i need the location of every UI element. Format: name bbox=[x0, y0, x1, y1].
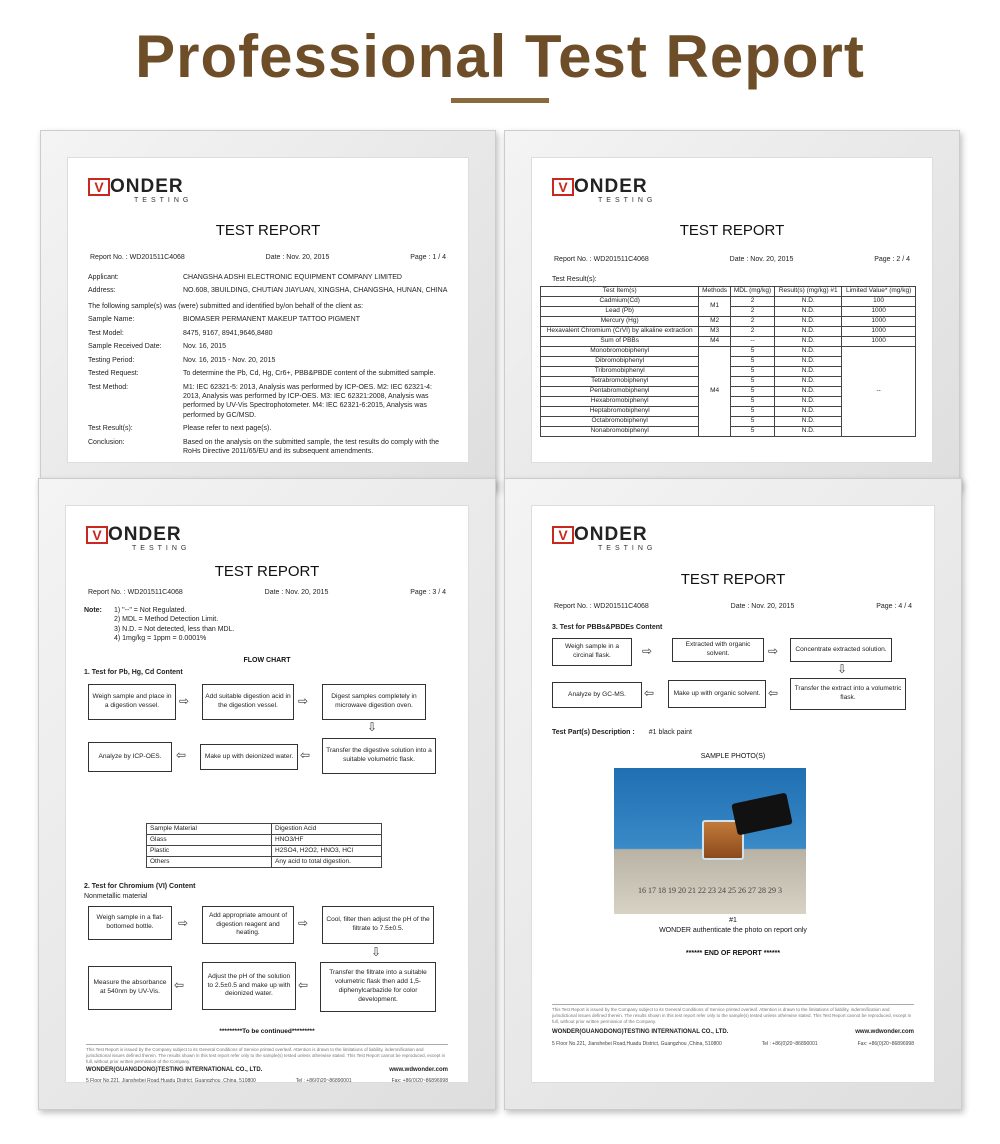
wonder-logo: V ONDER TESTING bbox=[552, 178, 656, 205]
arrow-left-icon: ⇦ bbox=[768, 686, 779, 700]
results-label: Test Result(s): bbox=[552, 276, 597, 283]
flow-step: Transfer the extract into a volumetric flask. bbox=[790, 678, 906, 710]
table-row: Hexavalent Chromium (CrVI) by alkaline extraction M3 2 N.D. 1000 bbox=[541, 327, 916, 337]
section-title: 1. Test for Pb, Hg, Cd Content bbox=[84, 669, 183, 676]
table-row: Sum of PBBs M4 -- N.D. 1000 bbox=[541, 337, 916, 347]
flow-step: Transfer the filtrate into a suitable volumetric flask then add 1,5-diphenylcarbazide for color development. bbox=[320, 962, 436, 1012]
report-frame-page-3 bbox=[38, 478, 496, 1110]
table-row: Nonabromobiphenyl 5 N.D. bbox=[541, 427, 916, 437]
report-paper bbox=[531, 157, 933, 463]
report-meta: Report No. : WD201511C4068 Date : Nov. 20, 2015 Page : 3 / 4 bbox=[88, 589, 446, 596]
arrow-right-icon: ⇨ bbox=[642, 644, 653, 658]
table-row: Heptabromobiphenyl 5 N.D. bbox=[541, 407, 916, 417]
wonder-logo: V ONDER TESTING bbox=[88, 178, 192, 205]
flow-step: Transfer the digestive solution into a suitable volumetric flask. bbox=[322, 738, 436, 774]
report-paper bbox=[531, 505, 935, 1083]
flow-step: Concentrate extracted solution. bbox=[790, 638, 892, 662]
flow-step: Adjust the pH of the solution to 2.5±0.5 and make up with deionized water. bbox=[202, 962, 296, 1010]
footer-fine-print: This Test Report is issued by the Company subject to its General Conditions of Service printed overleaf. Attention is drawn to the limitations of liability, indemnification and jurisdictional issues defined therein. The results shown in this test report refer only to the sample(s) tested unless otherwise stated. This Test Report cannot be reproduced, except in full, without prior written permission of the Company. bbox=[86, 1047, 446, 1065]
continued-note: *********To be continued********* bbox=[219, 1028, 315, 1035]
arrow-right-icon: ⇨ bbox=[179, 694, 190, 708]
arrow-down-icon: ⇩ bbox=[837, 662, 848, 676]
sample-photo bbox=[614, 768, 806, 914]
heading-underline bbox=[451, 98, 549, 103]
digestion-acid-table: Sample Material Digestion Acid Glass HNO3/HF Plastic H2SO4, H2O2, HNO3, HCl Others Any acid to total digestion. bbox=[146, 823, 382, 868]
end-of-report: ****** END OF REPORT ****** bbox=[685, 950, 781, 957]
footer-company: WONDER(GUANGDONG)TESTING INTERNATIONAL CO., LTD. www.wdwonder.com bbox=[86, 1067, 448, 1073]
flow-step: Weigh sample and place in a digestion vessel. bbox=[88, 684, 176, 720]
arrow-left-icon: ⇦ bbox=[644, 686, 655, 700]
photo-auth-note: WONDER authenticate the photo on report only bbox=[659, 927, 807, 934]
table-row: Octabromobiphenyl 5 N.D. bbox=[541, 417, 916, 427]
report-frame-page-2 bbox=[504, 130, 960, 490]
table-row: Lead (Pb) 2 N.D. 1000 bbox=[541, 307, 916, 317]
arrow-down-icon: ⇩ bbox=[367, 720, 378, 734]
footer-company: WONDER(GUANGDONG)TESTING INTERNATIONAL CO., LTD. www.wdwonder.com bbox=[552, 1029, 914, 1035]
flow-step: Add appropriate amount of digestion reagent and heating. bbox=[202, 906, 294, 944]
notes-block: Note: 1) "--" = Not Regulated. 2) MDL = Method Detection Limit. 3) N.D. = Not detected, less than MDL. 4) 1mg/kg = 1ppm = 0.0001% bbox=[84, 607, 235, 643]
applicant-block: Applicant: CHANGSHA ADSHI ELECTRONIC EQUIPMENT COMPANY LIMITED Address: NO.608, 3BUILDING, CHUTIAN JIAYUAN, XINGSHA, CHANGSHA, HUNAN, CHINA The following sample(s) was (were) submitted and identified by/on behalf of the client as: Sample Name: BIOMASER PERMANENT MAKEUP TATTOO PIGMENT Test Model: 8475, 9167, 8941,9646,8480 Sample Received Date: Nov. 16, 2015 Testing Period: Nov. 16, 2015 - Nov. 20, 2015 Tested Request: To determine the Pb, Cd, Hg, Cr6+, PBB&PBDE content of the submitted sample. Test Method: M1: IEC 62321-5: 2013, Analysis was performed by ICP-OES. M2: IEC 62321-4: 2013, Analysis was performed by ICP-OES. M3: IEC 62321:2008, Analysis was performed by UV-Vis Spectrophotometer. M4: IEC 62321-6:2015, Analysis was performed by GC/MSD. Test Result(s): Please refer to next page(s). Conclusion: Based on the analysis on the submitted sample, the test results do comply with the RoHs Directive 2011/65/EU and its subsequent amendments. bbox=[88, 274, 448, 456]
results-table: Test Item(s) Methods MDL (mg/kg) Result(s) (mg/kg) #1 Limited Value* (mg/kg) Cadmium(Cd) M1 2 N.D. 100 Lead (Pb) 2 N.D. 1000 Mercury (Hg) M2 2 N.D. 1000 Hexavalent Chromium (CrVI) by alkaline extraction M3 2 N.D. 1000 Sum of PBBs M4 -- N.D. 1000 Monobromobiphenyl M4 5 N.D. -- Dibromobiphenyl 5 N.D. Tribromobiphenyl 5 N.D. Tetrabromobiphenyl 5 N.D. Pentabromobiphenyl 5 N.D. Hexabromobiphenyl 5 N.D. Heptabromobiphenyl 5 N.D. Octabromobiphenyl 5 N.D. Nonabromobiphenyl 5 N.D. bbox=[540, 286, 916, 437]
report-title: TEST REPORT bbox=[214, 563, 320, 580]
report-title: TEST REPORT bbox=[215, 222, 321, 239]
report-meta: Report No. : WD201511C4068 Date : Nov. 20, 2015 Page : 4 / 4 bbox=[554, 603, 912, 610]
table-row: Monobromobiphenyl M4 5 N.D. -- bbox=[541, 347, 916, 357]
table-row: Tetrabromobiphenyl 5 N.D. bbox=[541, 377, 916, 387]
flow-step: Extracted with organic solvent. bbox=[672, 638, 764, 662]
arrow-right-icon: ⇨ bbox=[298, 916, 309, 930]
flow-step: Digest samples completely in microwave digestion oven. bbox=[322, 684, 426, 720]
flow-step: Add suitable digestion acid in the digestion vessel. bbox=[202, 684, 294, 720]
flow-step: Make up with deionized water. bbox=[200, 744, 298, 770]
page-heading: Professional Test Report bbox=[135, 23, 865, 90]
arrow-left-icon: ⇦ bbox=[176, 748, 187, 762]
report-meta: Report No. : WD201511C4068 Date : Nov. 20, 2015 Page : 1 / 4 bbox=[90, 254, 446, 261]
table-row: Mercury (Hg) M2 2 N.D. 1000 bbox=[541, 317, 916, 327]
flow-step: Analyze by GC-MS. bbox=[552, 682, 642, 708]
jar-lid bbox=[731, 793, 792, 836]
sample-photo-title: SAMPLE PHOTO(S) bbox=[700, 753, 766, 760]
report-meta: Report No. : WD201511C4068 Date : Nov. 20, 2015 Page : 2 / 4 bbox=[554, 256, 910, 263]
footer-address: 5 Floor No.221, Jianshebei Road,Huadu District, Guangzhou ,China, 510800 Tel : +86(0)20~86890001 Fax: +86(0)20~86896998 bbox=[86, 1078, 448, 1083]
flow-step: Analyze by ICP-OES. bbox=[88, 742, 172, 772]
flow-step: Make up with organic solvent. bbox=[668, 680, 766, 708]
flow-step: Measure the absorbance at 540nm by UV-Vis. bbox=[88, 966, 172, 1010]
flow-chart-title: FLOW CHART bbox=[243, 657, 291, 664]
arrow-right-icon: ⇨ bbox=[768, 644, 779, 658]
footer-fine-print: This Test Report is issued by the Company subject to its General Conditions of Service printed overleaf. Attention is drawn to the limitations of liability, indemnification and jurisdictional issues defined therein. The results shown in this test report refer only to the sample(s) tested unless otherwise stated. This Test Report cannot be reproduced, except in full, without prior written permission of the Company. bbox=[552, 1007, 912, 1025]
table-row: Cadmium(Cd) M1 2 N.D. 100 bbox=[541, 297, 916, 307]
arrow-right-icon: ⇨ bbox=[298, 694, 309, 708]
table-row: Pentabromobiphenyl 5 N.D. bbox=[541, 387, 916, 397]
table-row: Tribromobiphenyl 5 N.D. bbox=[541, 367, 916, 377]
arrow-down-icon: ⇩ bbox=[371, 945, 382, 959]
report-frame-page-4 bbox=[504, 478, 962, 1110]
report-paper bbox=[65, 505, 469, 1083]
sample-tag: #1 bbox=[729, 917, 737, 924]
section-title: 2. Test for Chromium (VI) Content bbox=[84, 883, 196, 890]
arrow-right-icon: ⇨ bbox=[178, 916, 189, 930]
wonder-logo: V ONDER TESTING bbox=[552, 526, 656, 553]
footer-divider bbox=[86, 1044, 448, 1045]
report-title: TEST REPORT bbox=[679, 222, 785, 239]
ruler-scale: 16 17 18 19 20 21 22 23 24 25 26 27 28 29 3 bbox=[638, 886, 782, 895]
flow-step: Weigh sample in a circinal flask. bbox=[552, 638, 632, 666]
report-paper bbox=[67, 157, 469, 463]
flow-step: Weigh sample in a flat-bottomed bottle. bbox=[88, 906, 172, 940]
footer-divider bbox=[552, 1004, 914, 1005]
footer-address: 5 Floor No.221, Jianshebei Road,Huadu District, Guangzhou ,China, 510800 Tel : +86(0)20~86890001 Fax: +86(0)20~86896998 bbox=[552, 1041, 914, 1047]
report-frame-page-1 bbox=[40, 130, 496, 490]
section-title: 3. Test for PBBs&PBDEs Content bbox=[552, 624, 663, 631]
report-title: TEST REPORT bbox=[680, 571, 786, 588]
table-row: Hexabromobiphenyl 5 N.D. bbox=[541, 397, 916, 407]
test-part-description: Test Part(s) Description : #1 black paint bbox=[552, 729, 692, 736]
section-subtitle: Nonmetallic material bbox=[84, 893, 148, 900]
arrow-left-icon: ⇦ bbox=[298, 978, 309, 992]
arrow-left-icon: ⇦ bbox=[300, 748, 311, 762]
flow-step: Cool, filter then adjust the pH of the filtrate to 7.5±0.5. bbox=[322, 906, 434, 944]
arrow-left-icon: ⇦ bbox=[174, 978, 185, 992]
table-row: Dibromobiphenyl 5 N.D. bbox=[541, 357, 916, 367]
wonder-logo: V ONDER TESTING bbox=[86, 526, 190, 553]
